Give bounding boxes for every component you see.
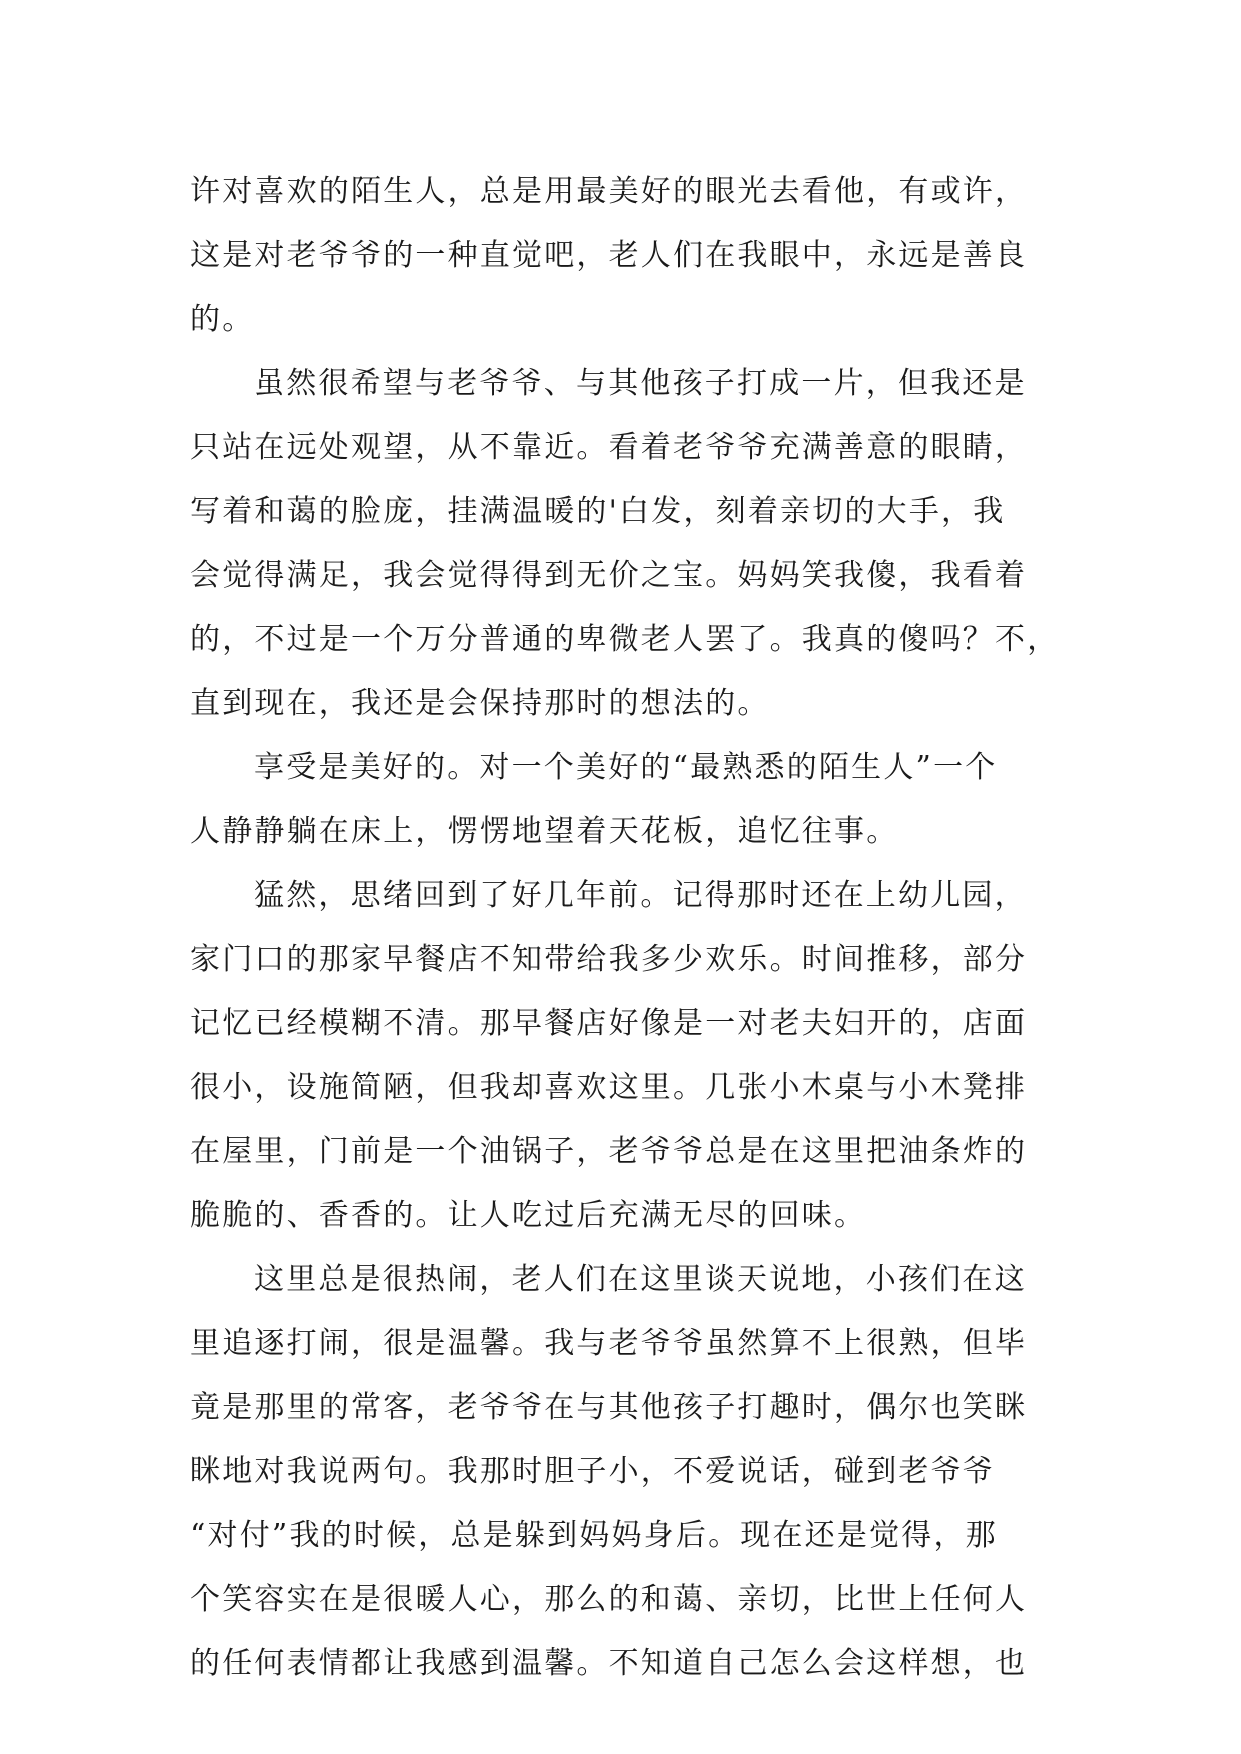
text-line: “对付”我的时候，总是躲到妈妈身后。现在还是觉得，那 <box>190 1518 998 1553</box>
paragraph-2 <box>190 352 1060 736</box>
text-line: 眯地对我说两句。我那时胆子小，不爱说话，碰到老爷爷 <box>190 1454 995 1489</box>
text-line: 猛然，思绪回到了好几年前。记得那时还在上幼儿园， <box>254 878 1027 913</box>
text-line: 会觉得满足，我会觉得得到无价之宝。妈妈笑我傻，我看着 <box>190 558 1028 593</box>
text-line: 这里总是很热闹，老人们在这里谈天说地，小孩们在这 <box>254 1262 1027 1297</box>
text-line: 在屋里，门前是一个油锅子，老爷爷总是在这里把油条炸的 <box>190 1134 1028 1169</box>
text-line: 只站在远处观望，从不靠近。看着老爷爷充满善意的眼睛， <box>190 430 1028 465</box>
text-line: 的任何表情都让我感到温馨。不知道自己怎么会这样想，也 <box>190 1646 1028 1681</box>
text-line: 记忆已经模糊不清。那早餐店好像是一对老夫妇开的，店面 <box>190 1006 1028 1041</box>
text-line: 的，不过是一个万分普通的卑微老人罢了。我真的傻吗？不， <box>190 622 1060 657</box>
text-line: 享受是美好的。对一个美好的“最熟悉的陌生人”一个 <box>254 750 998 785</box>
text-line: 个笑容实在是很暖人心，那么的和蔼、亲切，比世上任何人 <box>190 1582 1028 1617</box>
paragraph-3 <box>190 736 1050 864</box>
text-line: 人静静躺在床上，愣愣地望着天花板，追忆往事。 <box>190 814 899 849</box>
text-line: 写着和蔼的脸庞，挂满温暖的'白发，刻着亲切的大手，我 <box>190 494 1006 529</box>
text-line: 这是对老爷爷的一种直觉吧，老人们在我眼中，永远是善良 <box>190 238 1028 273</box>
text-line: 很小，设施简陋，但我却喜欢这里。几张小木桌与小木凳排 <box>190 1070 1028 1105</box>
text-line: 家门口的那家早餐店不知带给我多少欢乐。时间推移，部分 <box>190 942 1028 977</box>
text-line: 虽然很希望与老爷爷、与其他孩子打成一片，但我还是 <box>254 366 1027 401</box>
paragraph-1 <box>190 160 1050 352</box>
paragraph-5 <box>190 1248 1050 1696</box>
text-line: 竟是那里的常客，老爷爷在与其他孩子打趣时，偶尔也笑眯 <box>190 1390 1028 1425</box>
paragraph-4 <box>190 864 1050 1248</box>
text-line: 许对喜欢的陌生人，总是用最美好的眼光去看他，有或许， <box>190 174 1028 209</box>
text-line: 的。 <box>190 302 255 337</box>
text-line: 直到现在，我还是会保持那时的想法的。 <box>190 686 770 721</box>
text-line: 里追逐打闹，很是温馨。我与老爷爷虽然算不上很熟，但毕 <box>190 1326 1028 1361</box>
text-line: 脆脆的、香香的。让人吃过后充满无尽的回味。 <box>190 1198 867 1233</box>
document-body <box>190 160 1060 1696</box>
